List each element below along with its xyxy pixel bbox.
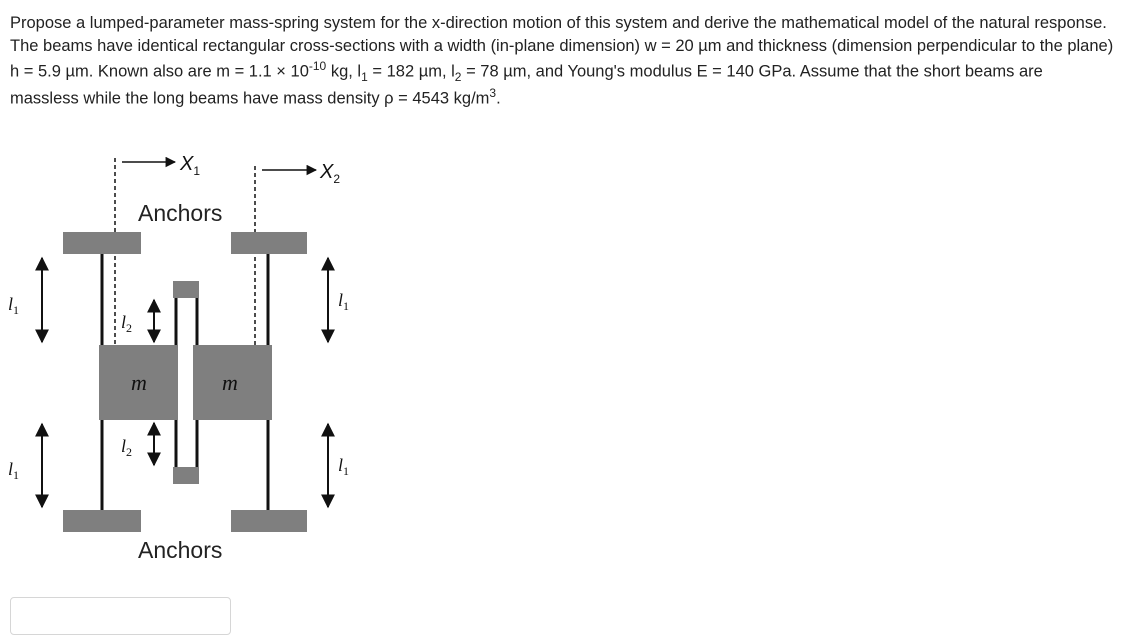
anchor-bottom-left [63, 510, 141, 532]
l1-label-top-right: $l_1$ [338, 290, 350, 313]
l2-label-top: $l_2$ [121, 312, 133, 335]
l2-label-bottom: $l_2$ [121, 436, 133, 459]
mass-left-label: m [131, 370, 147, 395]
coupler-block-top [173, 281, 199, 298]
anchors-bottom-label: Anchors [138, 537, 223, 563]
mass-right-label: m [222, 370, 238, 395]
answer-input[interactable] [10, 597, 231, 635]
problem-text: Propose a lumped-parameter mass-spring system for the x-direction motion of this system and derive the mathematical model of the natural response. The beams have identical rectangular cross-sections with a width (in-plane dimension) w = 20 µm and thickness (dimension perpendicular to the plane) h = 5.9 µm. Known also are $m = 1.1 \times 10^{-10}$ kg, $l_1 = 182$ µm, $l_2 = 78$ µm, and Young's modulus E = 140 GPa. Assume that the short beams are massless while the long beams have mass density ρ = 4543 $kg/m^3$. [10, 14, 1114, 108]
anchor-top-left [63, 232, 141, 254]
x2-label: $X_2$ [320, 161, 341, 186]
l1-label-bottom-left: $l_1$ [8, 459, 20, 482]
mass-spring-diagram [0, 140, 420, 580]
anchor-top-right [231, 232, 307, 254]
l1-label-bottom-right: $l_1$ [338, 455, 350, 478]
x1-label: $X_1$ [180, 153, 201, 178]
l1-label-top-left: $l_1$ [8, 294, 20, 317]
problem-statement [10, 12, 1115, 110]
anchors-top-label: Anchors [138, 200, 223, 226]
anchor-bottom-right [231, 510, 307, 532]
coupler-block-bottom [173, 467, 199, 484]
